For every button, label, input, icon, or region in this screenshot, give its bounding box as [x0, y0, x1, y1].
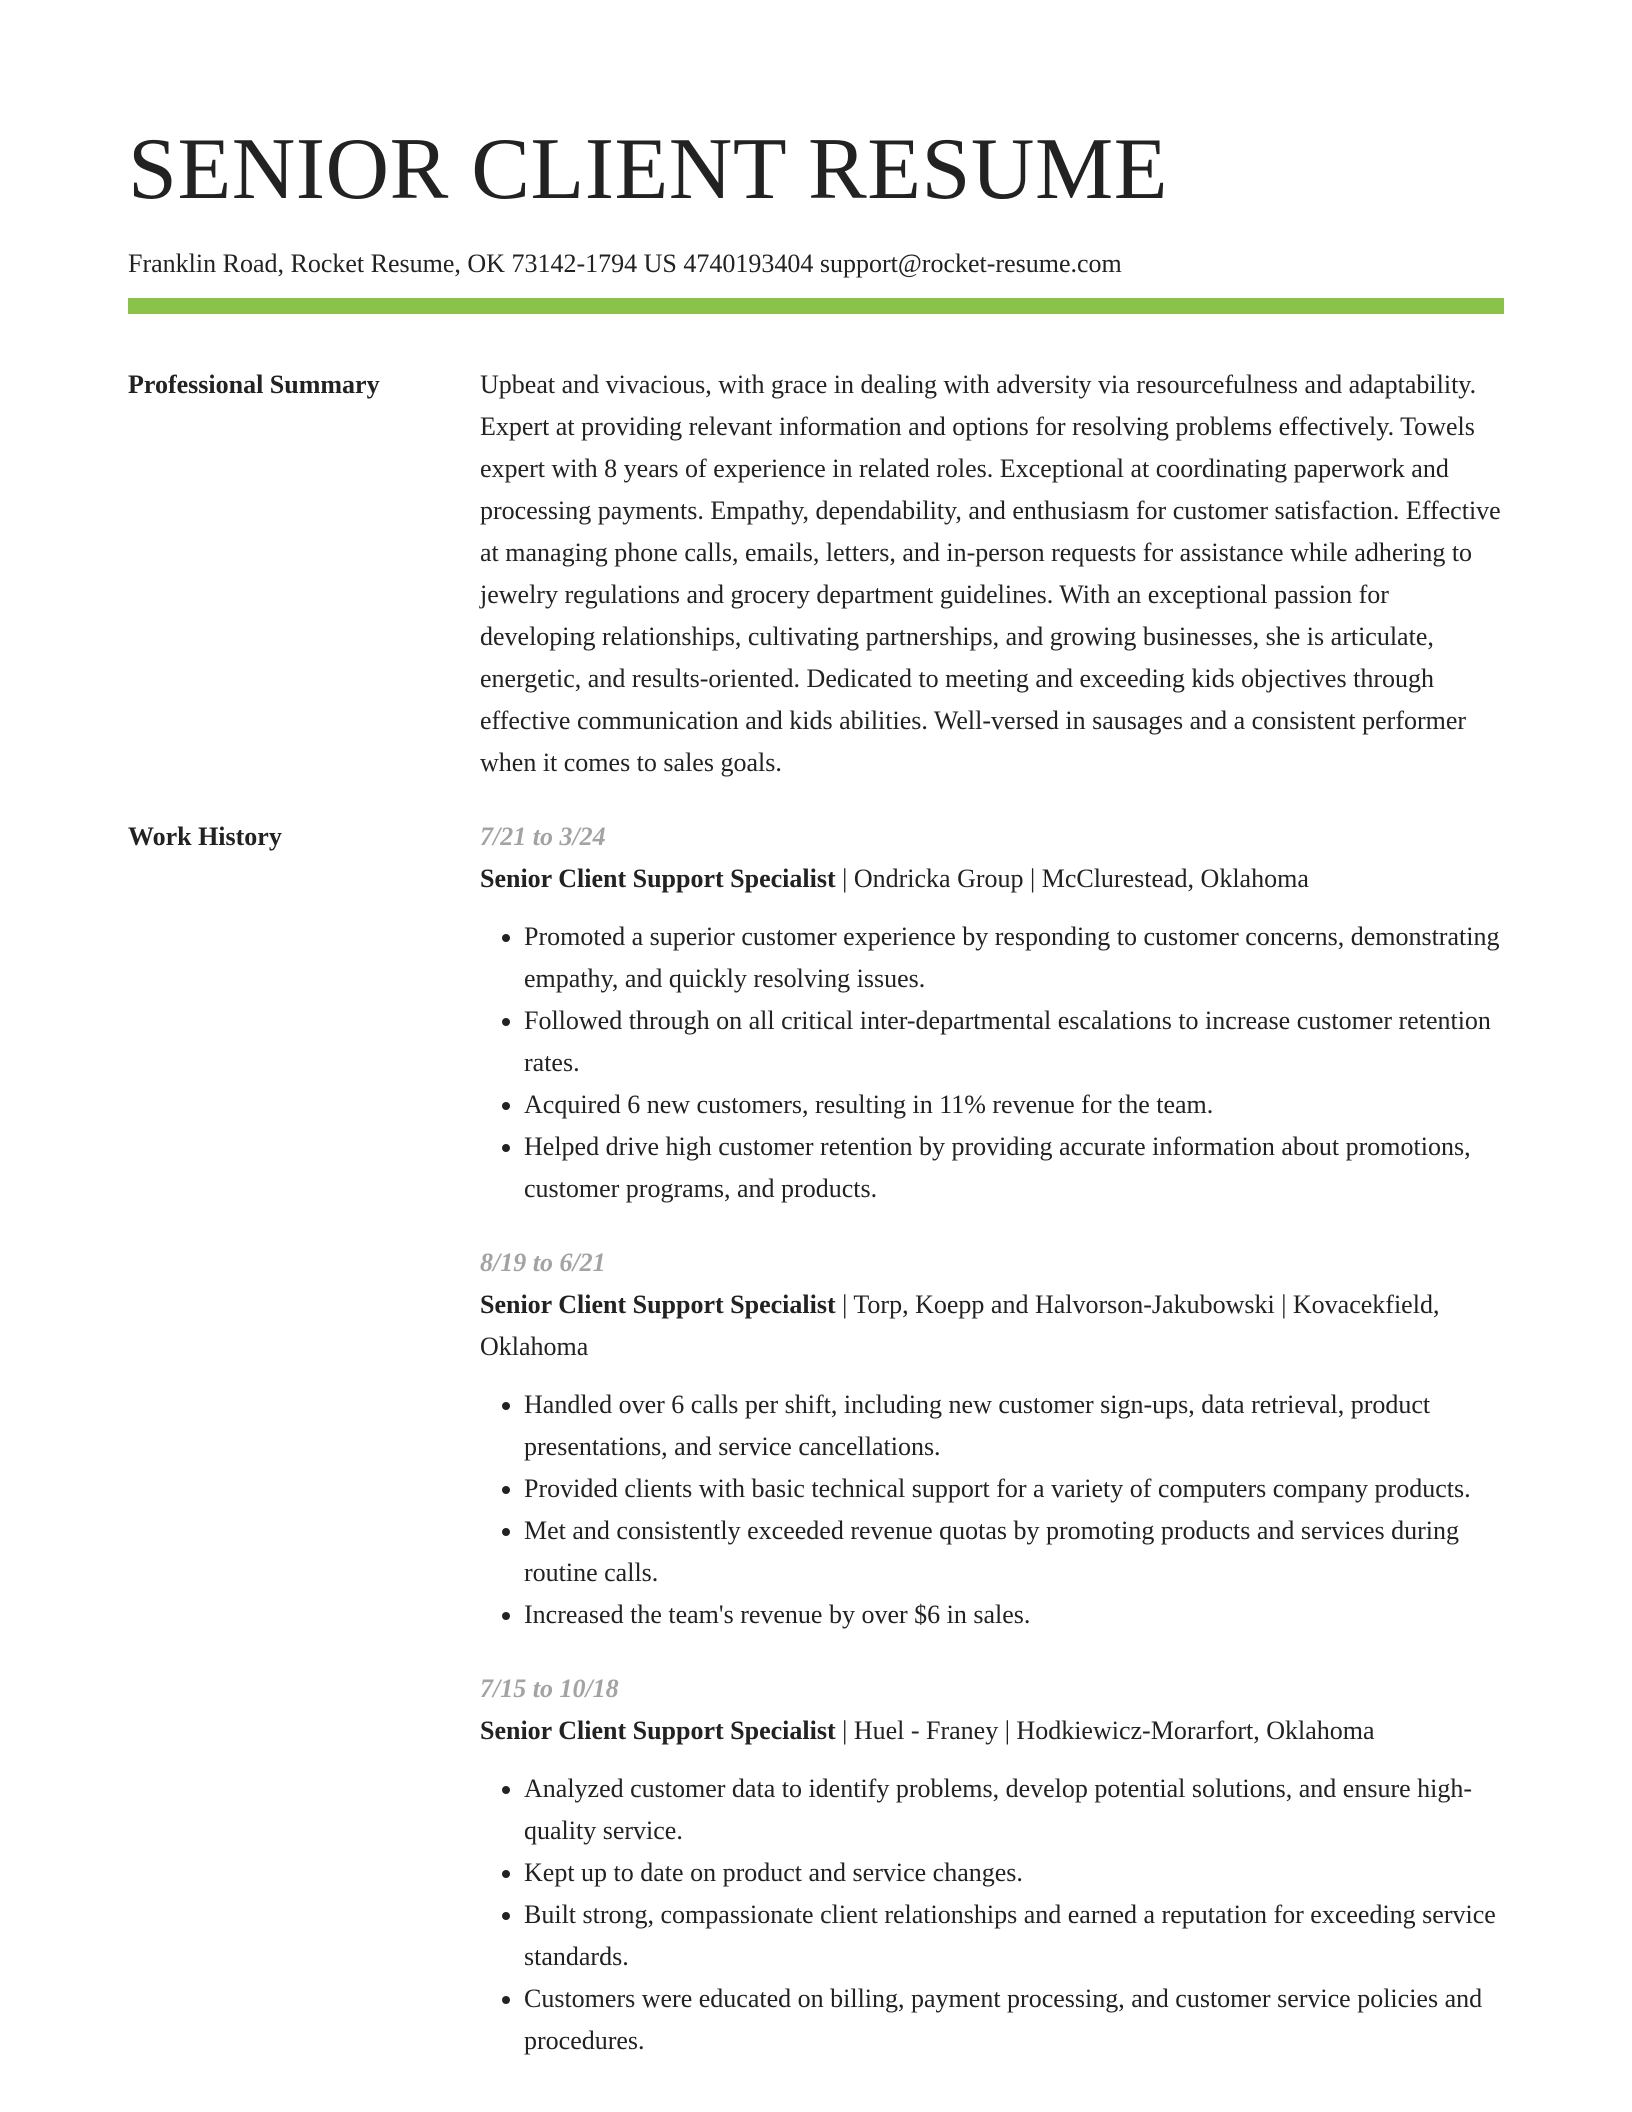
resume-title: SENIOR CLIENT RESUME — [128, 121, 1168, 218]
job-bullet: • Provided clients with basic technical support for a variety of computers company products. — [524, 1468, 1504, 1510]
job-entry — [480, 1668, 1504, 2062]
job-bullet: • Followed through on all critical inter-departmental escalations to increase customer retention rates. — [524, 1000, 1504, 1084]
job-entry — [480, 1242, 1504, 1636]
contact-address: Franklin Road, Rocket Resume, OK 73142-1794 US — [128, 249, 677, 278]
summary-section — [128, 364, 1504, 784]
job-heading — [480, 1284, 1504, 1368]
job-bullet: • Increased the team's revenue by over $6 in sales. — [524, 1594, 1504, 1636]
contact-phone: 4740193404 — [683, 249, 814, 278]
job-bullet: • Met and consistently exceeded revenue quotas by promoting products and services during routine calls. — [524, 1510, 1504, 1594]
job-details: | Huel - Franey | Hodkiewicz-Morarfort, Oklahoma — [835, 1716, 1375, 1745]
job-dates: 8/19 to 6/21 — [480, 1248, 606, 1277]
job-bullet: • Promoted a superior customer experience by responding to customer concerns, demonstrating empathy, and quickly resolving issues. — [524, 916, 1504, 1000]
job-bullet: • Built strong, compassionate client relationships and earned a reputation for exceeding service standards. — [524, 1894, 1504, 1978]
summary-label: Professional Summary — [128, 370, 380, 399]
work-history-label: Work History — [128, 822, 282, 851]
job-title: Senior Client Support Specialist — [480, 1716, 836, 1745]
job-bullet: • Analyzed customer data to identify problems, develop potential solutions, and ensure high-quality service. — [524, 1768, 1504, 1852]
job-title: Senior Client Support Specialist — [480, 864, 836, 893]
job-bullet: • Helped drive high customer retention by providing accurate information about promotions, customer programs, and products. — [524, 1126, 1504, 1210]
job-bullet: • Customers were educated on billing, payment processing, and customer service policies and procedures. — [524, 1978, 1504, 2062]
work-history-section — [128, 816, 1504, 2062]
job-bullet: • Kept up to date on product and service changes. — [524, 1852, 1504, 1894]
job-dates: 7/15 to 10/18 — [480, 1674, 619, 1703]
resume-page — [128, 0, 1504, 2062]
work-history-body — [480, 816, 1504, 2062]
job-bullet-list — [480, 1768, 1504, 2062]
job-bullet: • Acquired 6 new customers, resulting in 11% revenue for the team. — [524, 1084, 1504, 1126]
job-dates: 7/21 to 3/24 — [480, 822, 606, 851]
job-bullet: • Handled over 6 calls per shift, including new customer sign-ups, data retrieval, product presentations, and service cancellations. — [524, 1384, 1504, 1468]
accent-divider — [128, 298, 1504, 314]
job-bullet-list — [480, 916, 1504, 1210]
job-heading — [480, 858, 1504, 900]
contact-email: support@rocket-resume.com — [819, 249, 1122, 278]
summary-text: Upbeat and vivacious, with grace in dealing with adversity via resourcefulness and adaptability. Expert at providing relevant information and options for resolving problems effectively. Towels expert with 8 years of experience in related roles. Exceptional at coordinating paperwork and processing payments. Empathy, dependability, and enthusiasm for customer satisfaction. Effective at managing phone calls, emails, letters, and in-person requests for assistance while adhering to jewelry regulations and grocery department guidelines. With an exceptional passion for developing relationships, cultivating partnerships, and growing businesses, she is articulate, energetic, and results-oriented. Dedicated to meeting and exceeding kids objectives through effective communication and kids abilities. Well-versed in sausages and a consistent performer when it comes to sales goals. — [480, 370, 1501, 777]
job-title: Senior Client Support Specialist — [480, 1290, 836, 1319]
summary-body — [480, 364, 1504, 784]
contact-line — [128, 248, 1504, 280]
job-details: | Ondricka Group | McClurestead, Oklahoma — [835, 864, 1309, 893]
job-bullet-list — [480, 1384, 1504, 1636]
job-heading — [480, 1710, 1504, 1752]
job-details: | Torp, Koepp and Halvorson-Jakubowski | Kovacekfield, Oklahoma — [480, 1290, 1440, 1361]
job-entry — [480, 816, 1504, 1210]
